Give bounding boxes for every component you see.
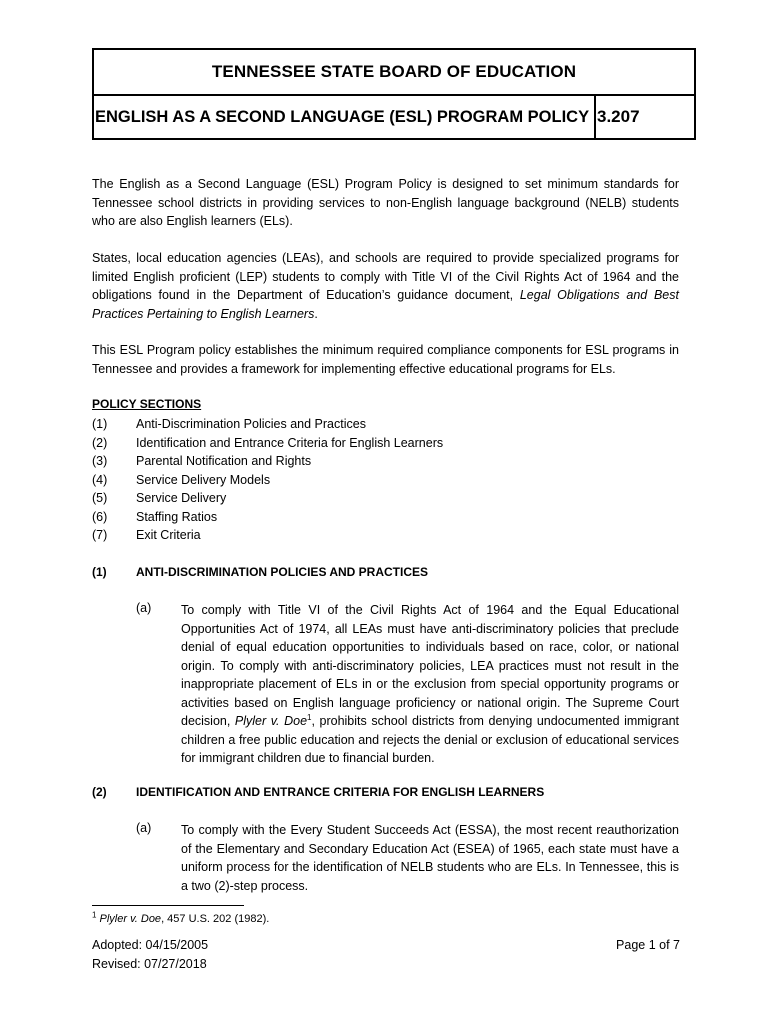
intro-paragraph-3: This ESL Program policy establishes the minimum required compliance components for ESL programs in Tennessee and provides a framework for implementing effective educational programs for ELs. xyxy=(92,343,679,376)
revised-date: Revised: 07/27/2018 xyxy=(92,957,207,971)
footnote-marker: 1 xyxy=(92,910,97,920)
list-item-label: Parental Notification and Rights xyxy=(136,454,312,468)
board-name: TENNESSEE STATE BOARD OF EDUCATION xyxy=(94,50,694,96)
page-number: Page 1 of 7 xyxy=(616,938,680,952)
list-item-label: Identification and Entrance Criteria for English Learners xyxy=(136,435,444,450)
footnote-citation: , 457 U.S. 202 (1982). xyxy=(161,913,270,925)
section-2-subsection-label: (a) xyxy=(136,821,152,835)
section-1-subsection-text xyxy=(181,601,679,768)
footnote-divider xyxy=(92,905,244,906)
policy-header-table xyxy=(92,48,696,140)
section-1-text-end: , prohibits school districts from denying undocumented immigrant children a free public education and rejects the denial or exclusion of educational services for immigrant children due to financial burden. xyxy=(181,714,679,765)
list-item-number: (2) xyxy=(92,435,108,450)
list-item-label: Service Delivery Models xyxy=(136,472,271,487)
section-1-heading: ANTI-DISCRIMINATION POLICIES AND PRACTICES xyxy=(136,565,429,579)
list-item-number: (5) xyxy=(92,491,108,505)
section-2-number: (2) xyxy=(92,785,107,799)
intro-paragraph-2-end: . xyxy=(314,306,318,321)
list-item-label: Anti-Discrimination Policies and Practices xyxy=(136,417,366,431)
section-1-number: (1) xyxy=(92,565,107,579)
intro-paragraph-2 xyxy=(92,249,679,323)
list-item-number: (1) xyxy=(92,417,108,431)
section-1-text-start: To comply with Title VI of the Civil Rights Act of 1964 and the Equal Educational Opportunities Act of 1974, all LEAs must have anti-discriminatory policies that preclude denial of equal education opportunities to individuals based on race, color, or national origin. To comply with anti-discriminatory policies, LEA practices must not result in the inappropriate placement of ELs in or the exclusion from special opportunity programs or activities based on English language proficiency or national origin. The Supreme Court decision, xyxy=(181,603,679,728)
policy-title-row xyxy=(94,96,694,138)
footnote-case-name: Plyler v. Doe xyxy=(99,913,162,925)
section-2-subsection-text: To comply with the Every Student Succeeds Act (ESSA), the most recent reauthorization of the Elementary and Secondary Education Act (ESEA) of 1965, each state must have a uniform process for the identification of NELB students who are ELs. In Tennessee, this is a two (2)-step process. xyxy=(181,823,679,893)
list-item-label: Staffing Ratios xyxy=(136,509,218,524)
intro-paragraph-1: The English as a Second Language (ESL) Program Policy is designed to set minimum standards for Tennessee school districts in providing services to non-English language background (NELB) students who are also English learners (ELs). xyxy=(92,177,679,228)
list-item-number: (6) xyxy=(92,509,108,524)
section-1-subsection-label: (a) xyxy=(136,601,152,615)
list-item-number: (4) xyxy=(92,472,108,487)
intro-paragraph-2-text: States, local education agencies (LEAs), and schools are required to provide specialized programs for limited English proficient (LEP) students to comply with Title VI of the Civil Rights Act of 1964 and the obligations found in the Department of Education’s guidance document, xyxy=(92,251,679,302)
footnote-reference[interactable]: 1 xyxy=(307,712,312,722)
list-item-label: Service Delivery xyxy=(136,491,227,505)
adopted-date: Adopted: 04/15/2005 xyxy=(92,938,209,952)
list-item-number: (7) xyxy=(92,528,108,542)
list-item-number: (3) xyxy=(92,454,108,468)
policy-sections-heading: POLICY SECTIONS xyxy=(92,397,202,411)
list-item-label: Exit Criteria xyxy=(136,528,201,542)
guidance-document-title: Legal Obligations and Best Practices Pertaining to English Learners xyxy=(92,288,679,321)
footnote xyxy=(92,910,270,925)
case-name: Plyler v. Doe xyxy=(234,714,308,728)
section-2-heading: IDENTIFICATION AND ENTRANCE CRITERIA FOR ENGLISH LEARNERS xyxy=(136,785,545,799)
policy-title: ENGLISH AS A SECOND LANGUAGE (ESL) PROGRAM POLICY xyxy=(94,96,596,138)
policy-number: 3.207 xyxy=(597,107,640,126)
